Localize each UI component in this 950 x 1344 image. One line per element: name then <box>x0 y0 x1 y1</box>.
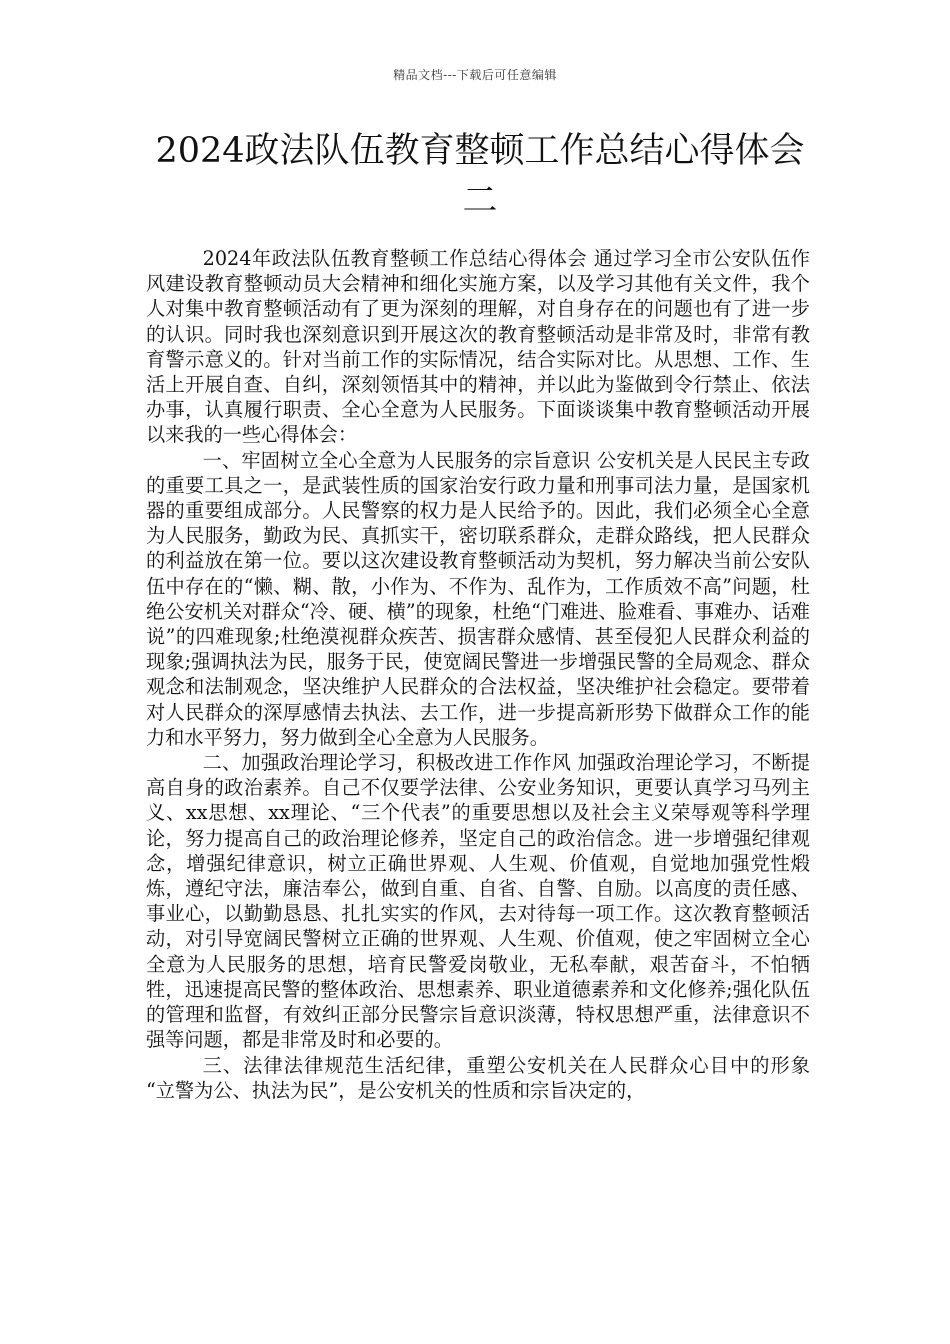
body-paragraph-intro: 2024年政法队伍教育整顿工作总结心得体会 通过学习全市公安队伍作风建设教育整顿动员大会精神和细化实施方案，以及学习其他有关文件，我个人对集中教育整顿活动有了更为深刻的理解，对自身存在的问题也有了进一步的认识。同时我也深刻意识到开展这次的教育整顿活动是非常及时，非常有教育警示意义的。针对当前工作的实际情况，结合实际对比。从思想、工作、生活上开展自查、自纠，深刻领悟其中的精神，并以此为鉴做到令行禁止、依法办事，认真履行职责、全心全意为人民服务。下面谈谈集中教育整顿活动开展以来我的一些心得体会： <box>146 247 810 447</box>
body-paragraph-section-2: 二、加强政治理论学习，积极改进工作作风 加强政治理论学习，不断提高自身的政治素养。自己不仅要学法律、公安业务知识，更要认真学习马列主义、xx思想、xx理论、“三个代表”的重要思想以及社会主义荣辱观等科学理论，努力提高自己的政治理论修养，坚定自己的政治信念。进一步增强纪律观念，增强纪律意识，树立正确世界观、人生观、价值观，自觉地加强党性煅炼，遵纪守法，廉洁奉公，做到自重、自省、自警、自励。以高度的责任感、事业心，以勤勤恳恳、扎扎实实的作风，去对待每一项工作。这次教育整顿活动，对引导宽阔民警树立正确的世界观、人生观、价值观，使之牢固树立全心全意为人民服务的思想，培育民警爱岗敬业，无私奉献，艰苦奋斗，不怕牺牲，迅速提高民警的整体政治、思想素养、职业道德素养和文化修养;强化队伍的管理和监督，有效纠正部分民警宗旨意识淡薄，特权思想严重，法律意识不强等问题，都是非常及时和必要的。 <box>146 751 810 1052</box>
header-note: 精品文档---下载后可任意编辑 <box>393 68 557 82</box>
document-title: 2024政法队伍教育整顿工作总结心得体会二 <box>155 131 805 221</box>
body-paragraph-section-1: 一、牢固树立全心全意为人民服务的宗旨意识 公安机关是人民民主专政的重要工具之一，是武装性质的国家治安行政力量和刑事司法力量，是国家机器的重要组成部分。人民警察的权力是人民给予的。因此，我们必须全心全意为人民服务，勤政为民、真抓实干，密切联系群众，走群众路线，把人民群众的利益放在第一位。要以这次建设教育整顿活动为契机，努力解决当前公安队伍中存在的“懒、糊、散，小作为、不作为、乱作为，工作质效不高”问题，杜绝公安机关对群众“冷、硬、横”的现象，杜绝“门难进、脸难看、事难办、话难说”的四难现象;杜绝漠视群众疾苦、损害群众感情、甚至侵犯人民群众利益的现象;强调执法为民，服务于民，使宽阔民警进一步增强民警的全局观念、群众观念和法制观念，坚决维护人民群众的合法权益，坚决维护社会稳定。要带着对人民群众的深厚感情去执法、去工作，进一步提高新形势下做群众工作的能力和水平努力，努力做到全心全意为人民服务。 <box>146 448 810 749</box>
document-body <box>146 246 810 1103</box>
body-paragraph-section-3: 三、法律法律规范生活纪律，重塑公安机关在人民群众心目中的形象 “立警为公、执法为民”，是公安机关的性质和宗旨决定的， <box>146 1053 810 1102</box>
